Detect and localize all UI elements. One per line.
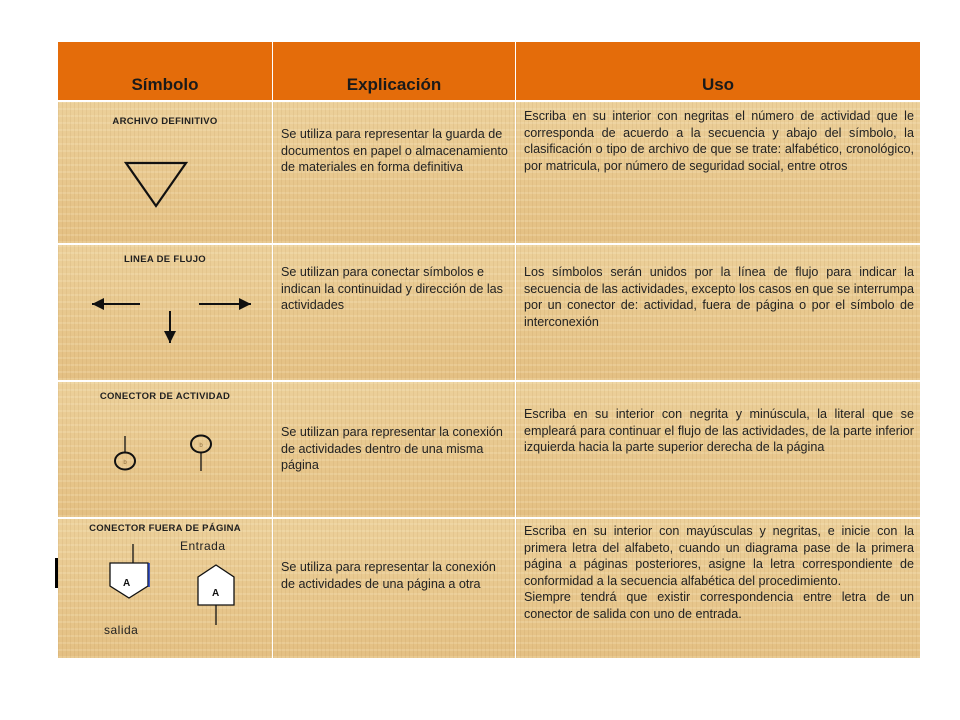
inverted-triangle-icon: [58, 102, 273, 245]
flow-arrows-icon: [58, 245, 273, 382]
use-paragraph: Escriba en su interior con mayúsculas y negritas, e inicie con la primera letra del alfabeto, cuando un diagrama pase de la primera página a páginas posteriores, asigne la letra correspondiente de conformidad a la secuencia alfabética del procedimiento.: [524, 524, 914, 588]
header-symbol: Símbolo: [58, 42, 273, 102]
row-fuera-pagina-explanation-cell: [273, 519, 516, 658]
entry-pentagon: [198, 565, 234, 605]
symbol-title: CONECTOR FUERA DE PÁGINA: [89, 523, 241, 534]
explanation-text: Se utiliza para representar la conexión de actividades de una página a otra: [281, 560, 496, 591]
row-actividad-use-cell: [516, 382, 920, 519]
row-fuera-pagina-use-cell: [516, 519, 920, 658]
row-actividad-explanation-cell: [273, 382, 516, 519]
header-explanation: Explicación: [273, 42, 516, 102]
row-actividad-symbol-cell: [58, 382, 273, 519]
symbol-title: LINEA DE FLUJO: [124, 254, 206, 265]
use-text: [524, 523, 914, 622]
off-page-connectors-icon: [58, 519, 273, 658]
row-archivo-symbol-cell: [58, 102, 273, 245]
use-paragraph: Siempre tendrá que existir correspondencia entre letra de un conector de salida con uno de entrada.: [524, 590, 914, 621]
explanation-text: Se utilizan para conectar símbolos e indican la continuidad y dirección de las actividades: [281, 265, 503, 312]
explanation-text: Se utilizan para representar la conexión de actividades dentro de una misma página: [281, 425, 503, 472]
connector-letter-right: b: [199, 443, 203, 449]
explanation-text: Se utiliza para representar la guarda de documentos en papel o almacenamiento de materiales en forma definitiva: [281, 127, 508, 174]
triangle-shape: [126, 163, 186, 206]
symbol-title: CONECTOR DE ACTIVIDAD: [99, 391, 231, 402]
row-archivo-explanation-cell: [273, 102, 516, 245]
use-text: Los símbolos serán unidos por la línea de flujo para indicar la secuencia de las actividades, excepto los casos en que se interrumpa por un conector de: actividad, fuera de página o por el símbolo de interconexión: [524, 265, 914, 329]
row-flujo-explanation-cell: [273, 245, 516, 382]
row-archivo-use-cell: [516, 102, 920, 245]
symbols-table: [58, 42, 920, 658]
activity-connectors-icon: [58, 382, 273, 519]
exit-label: salida: [104, 623, 139, 637]
connector-letter-left: b: [123, 460, 127, 466]
use-text: Escriba en su interior con negrita y minúscula, la literal que se empleará para continuar el flujo de las actividades, de la parte inferior izquierda hacia la parte superior derecha de la página: [524, 407, 914, 454]
exit-letter: A: [123, 578, 131, 589]
row-flujo-symbol-cell: [58, 245, 273, 382]
entry-label: Entrada: [180, 539, 226, 553]
row-flujo-use-cell: [516, 245, 920, 382]
symbol-title: ARCHIVO DEFINITIVO: [112, 116, 218, 127]
header-use: Uso: [516, 42, 920, 102]
row-fuera-pagina-symbol-cell: [58, 519, 273, 658]
use-text: Escriba en su interior con negritas el número de actividad que le corresponda de acuerdo a la secuencia y abajo del símbolo, la clasificación o tipo de archivo de que se trate: alfabético, cronológico, por matricula, por número de seguridad social, entre otros: [524, 109, 914, 173]
entry-letter: A: [212, 588, 220, 599]
